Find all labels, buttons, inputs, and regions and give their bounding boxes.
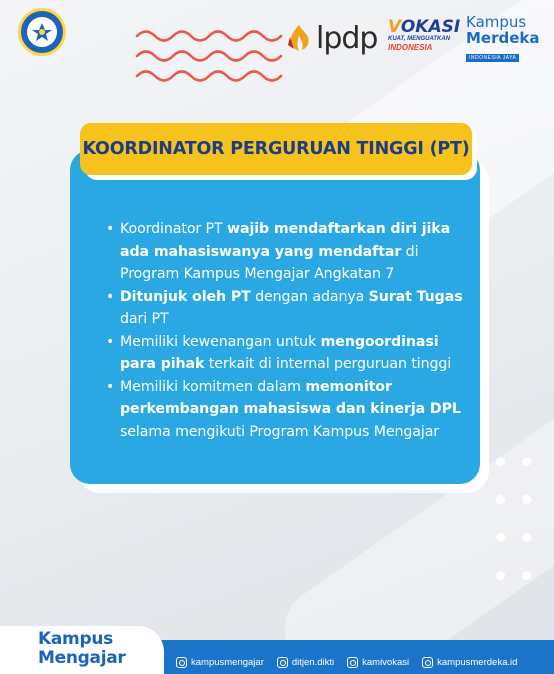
- card-title: KOORDINATOR PERGURUAN TINGGI (PT): [82, 139, 470, 159]
- bullet-item: [104, 218, 474, 286]
- bullet-text: Koordinator PT: [120, 221, 227, 237]
- bullet-bold-text: Ditunjuk oleh PT: [120, 288, 251, 305]
- lpdp-wordmark: lpdp: [316, 20, 378, 56]
- bullet-bold-text: mengoordinasi para pihak: [120, 333, 439, 372]
- decorative-dot: [496, 457, 505, 466]
- bullet-text: Memiliki kewenangan untuk: [120, 333, 321, 350]
- decorative-dot: [522, 533, 531, 542]
- social-handle-ditjen-dikti[interactable]: [277, 657, 334, 668]
- instagram-icon: [277, 657, 288, 668]
- card-title-box: [80, 123, 472, 175]
- lpdp-logo: [286, 18, 377, 58]
- vokasi-logo: [388, 17, 461, 58]
- bullet-item: [104, 286, 474, 331]
- decorative-dot: [522, 571, 531, 580]
- social-handle-label: kampusmengajar: [191, 656, 264, 668]
- bullet-text: dari PT: [120, 311, 169, 327]
- bullet-text: selama mengikuti Program Kampus Mengajar: [120, 423, 440, 440]
- bullet-text: terkait di internal perguruan tinggi: [204, 356, 452, 372]
- bullet-bold-text: wajib mendaftarkan diri jika ada mahasiswanya yang mendaftar: [120, 221, 451, 260]
- bullet-bold-text: Surat Tugas: [368, 288, 463, 305]
- decorative-waves-icon: [135, 26, 285, 94]
- bullet-item: [104, 376, 474, 444]
- social-handle-label: kamivokasi: [362, 656, 410, 668]
- social-handle-kamivokasi[interactable]: [347, 657, 409, 668]
- decorative-dot: [496, 571, 505, 580]
- kampus-mengajar-line1: Kampus: [38, 629, 113, 649]
- kampus-merdeka-line3: INDONESIA JAYA: [466, 54, 519, 62]
- social-handle-label: ditjen.dikti: [291, 656, 335, 668]
- social-handle-kampusmerdeka-id[interactable]: [422, 657, 517, 668]
- vokasi-tagline: KUAT, MENGUATKAN: [388, 36, 450, 42]
- social-handle-label: kampusmerdeka.id: [437, 656, 518, 668]
- vokasi-wordmark: VOKASI: [388, 17, 461, 37]
- decorative-dot: [522, 495, 531, 504]
- decorative-dot: [496, 495, 505, 504]
- social-handles: [176, 652, 517, 672]
- lpdp-flame-icon: [286, 23, 312, 53]
- instagram-icon: [422, 657, 433, 668]
- vokasi-tagline-2: INDONESIA: [388, 43, 433, 52]
- decorative-dot: [522, 457, 531, 466]
- header: [0, 0, 554, 80]
- decorative-dot: [496, 533, 505, 542]
- bullet-bold-text: memonitor perkembangan mahasiswa dan kinerja DPL: [120, 378, 461, 417]
- bullet-text: Memiliki komitmen dalam: [120, 378, 306, 395]
- kampus-merdeka-line2: Merdeka: [466, 29, 540, 47]
- social-handle-kampusmengajar[interactable]: [176, 657, 264, 668]
- bullet-item: [104, 331, 474, 376]
- kampus-mengajar-logo: [38, 630, 125, 668]
- kampus-merdeka-line1: Kampus: [466, 13, 527, 31]
- bullet-list: [104, 218, 474, 443]
- kemendikbud-emblem-icon: [18, 8, 66, 56]
- decorative-dots: [488, 455, 548, 615]
- kampus-merdeka-logo: [466, 14, 546, 64]
- instagram-icon: [176, 657, 187, 668]
- instagram-icon: [347, 657, 358, 668]
- bullet-text: di Program Kampus Mengajar Angkatan 7: [120, 243, 419, 282]
- kampus-mengajar-line2: Mengajar: [38, 648, 126, 668]
- bullet-text: dengan adanya: [250, 288, 369, 305]
